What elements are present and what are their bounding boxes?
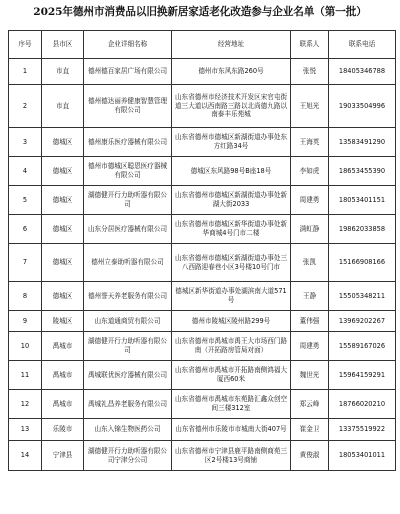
cell-contact: 王静	[291, 282, 329, 311]
cell-no: 3	[9, 128, 42, 157]
cell-no: 8	[9, 282, 42, 311]
cell-phone: 18405346788	[329, 59, 396, 85]
cell-no: 12	[9, 390, 42, 419]
cell-area: 德城区	[42, 244, 84, 282]
table-row	[9, 186, 396, 215]
cell-address: 山东省德州市禹城市禹王大市场西门路南（开拓路房管局对面）	[172, 332, 291, 361]
cell-no: 2	[9, 85, 42, 128]
cell-phone: 13583491290	[329, 128, 396, 157]
cell-no: 4	[9, 157, 42, 186]
cell-address: 德州市东风东路260号	[172, 59, 291, 85]
cell-phone: 18053401151	[329, 186, 396, 215]
table-row	[9, 215, 396, 244]
cell-contact: 崔金卫	[291, 419, 329, 441]
table-row	[9, 390, 396, 419]
cell-area: 市直	[42, 85, 84, 128]
cell-address: 山东省德州市德城区新湖街道办事处新湖大街2033	[172, 186, 291, 215]
cell-address: 德城区东风路98号B座18号	[172, 157, 291, 186]
cell-company: 德州誉天养老服务有限公司	[84, 282, 172, 311]
cell-address: 山东省德州市德城区新湖街道办事处三八西路迎春巷小区3号楼10号门市	[172, 244, 291, 282]
cell-area: 宁津县	[42, 441, 84, 471]
cell-area: 陵城区	[42, 311, 84, 332]
cell-contact: 郑云峰	[291, 390, 329, 419]
cell-contact: 李如虎	[291, 157, 329, 186]
cell-contact: 满虹静	[291, 215, 329, 244]
cell-company: 山东入锦生物医药公司	[84, 419, 172, 441]
cell-contact: 王旭光	[291, 85, 329, 128]
cell-phone: 19033504996	[329, 85, 396, 128]
company-table	[8, 30, 396, 471]
cell-company: 禹城礼昌养老服务有限公司	[84, 390, 172, 419]
cell-company: 禹城联优医疗器械有限公司	[84, 361, 172, 390]
cell-no: 1	[9, 59, 42, 85]
cell-address: 德州市陵城区陵州路299号	[172, 311, 291, 332]
cell-area: 德城区	[42, 157, 84, 186]
cell-company: 德州康乐医疗器械有限公司	[84, 128, 172, 157]
cell-phone: 19862033858	[329, 215, 396, 244]
table-row	[9, 128, 396, 157]
header-company: 企业详细名称	[84, 31, 172, 59]
table-row	[9, 311, 396, 332]
cell-contact: 董伟强	[291, 311, 329, 332]
cell-phone: 15589167026	[329, 332, 396, 361]
table-row	[9, 157, 396, 186]
cell-no: 14	[9, 441, 42, 471]
cell-address: 山东省德州市宁津县鹿平路南侧商苑三区2号楼13号商铺	[172, 441, 291, 471]
table-row	[9, 361, 396, 390]
cell-phone: 18053401011	[329, 441, 396, 471]
cell-phone: 15166908166	[329, 244, 396, 282]
cell-no: 11	[9, 361, 42, 390]
cell-contact: 周建勇	[291, 332, 329, 361]
cell-area: 乐陵市	[42, 419, 84, 441]
cell-company: 湖德健开行力助听器有限公司	[84, 186, 172, 215]
cell-no: 6	[9, 215, 42, 244]
table-row	[9, 85, 396, 128]
cell-contact: 黄俊淑	[291, 441, 329, 471]
cell-company: 德州德百家居广场有限公司	[84, 59, 172, 85]
table-row	[9, 332, 396, 361]
cell-company: 湖德健开行力助听器有限公司	[84, 332, 172, 361]
cell-no: 13	[9, 419, 42, 441]
cell-no: 9	[9, 311, 42, 332]
cell-phone: 15964159291	[329, 361, 396, 390]
cell-address: 德城区新华街道办事处湖滨南大道571号	[172, 282, 291, 311]
cell-area: 禹城市	[42, 332, 84, 361]
cell-area: 德城区	[42, 186, 84, 215]
cell-company: 德州德达丽养健康智慧管理有限公司	[84, 85, 172, 128]
cell-address: 山东省德州市禹城市东苑路汇鑫众创空间三楼312室	[172, 390, 291, 419]
cell-company: 山东分居医疗器械有限公司	[84, 215, 172, 244]
table-row	[9, 244, 396, 282]
cell-company: 德州立泰助听器有限公司	[84, 244, 172, 282]
cell-phone: 18766020210	[329, 390, 396, 419]
cell-area: 禹城市	[42, 361, 84, 390]
table-row	[9, 441, 396, 471]
cell-address: 山东省德州市德城区新湖街道办事处东方红路34号	[172, 128, 291, 157]
cell-contact: 魏世光	[291, 361, 329, 390]
cell-area: 德城区	[42, 215, 84, 244]
header-phone: 联系电话	[329, 31, 396, 59]
cell-contact: 王海英	[291, 128, 329, 157]
cell-address: 山东省德州市乐陵市市城南大街407号	[172, 419, 291, 441]
cell-contact: 张悦	[291, 59, 329, 85]
cell-phone: 13969202267	[329, 311, 396, 332]
table-header-row	[9, 31, 396, 59]
cell-contact: 张凯	[291, 244, 329, 282]
cell-address: 山东省德州市德城区新华街道办事处新华商城4号门市二楼	[172, 215, 291, 244]
cell-address: 山东省德州市禹城市开拓路南侧鸿福大厦西60米	[172, 361, 291, 390]
cell-phone: 13375519922	[329, 419, 396, 441]
cell-no: 10	[9, 332, 42, 361]
cell-area: 禹城市	[42, 390, 84, 419]
cell-area: 德城区	[42, 282, 84, 311]
table-row	[9, 419, 396, 441]
cell-no: 5	[9, 186, 42, 215]
document-title: 2025年德州市消费品以旧换新居家适老化改造参与企业名单（第一批）	[33, 6, 367, 18]
cell-phone: 18653455390	[329, 157, 396, 186]
cell-no: 7	[9, 244, 42, 282]
cell-phone: 15505348211	[329, 282, 396, 311]
cell-company: 湖德健开行力助听器有限公司宁津分公司	[84, 441, 172, 471]
cell-area: 德城区	[42, 128, 84, 157]
header-contact: 联系人	[291, 31, 329, 59]
cell-address: 山东省德州市经济技术开发区宋官屯街道三大道以西南路三路以北尚德九路以南泰丰乐苑城	[172, 85, 291, 128]
header-no: 序号	[9, 31, 42, 59]
cell-area: 市直	[42, 59, 84, 85]
table-row	[9, 282, 396, 311]
cell-contact: 周建勇	[291, 186, 329, 215]
cell-company: 山东道通商贸有限公司	[84, 311, 172, 332]
cell-company: 德州市德城区聪恩医疗器械有限公司	[84, 157, 172, 186]
header-address: 经营地址	[172, 31, 291, 59]
table-row	[9, 59, 396, 85]
header-area: 县市区	[42, 31, 84, 59]
